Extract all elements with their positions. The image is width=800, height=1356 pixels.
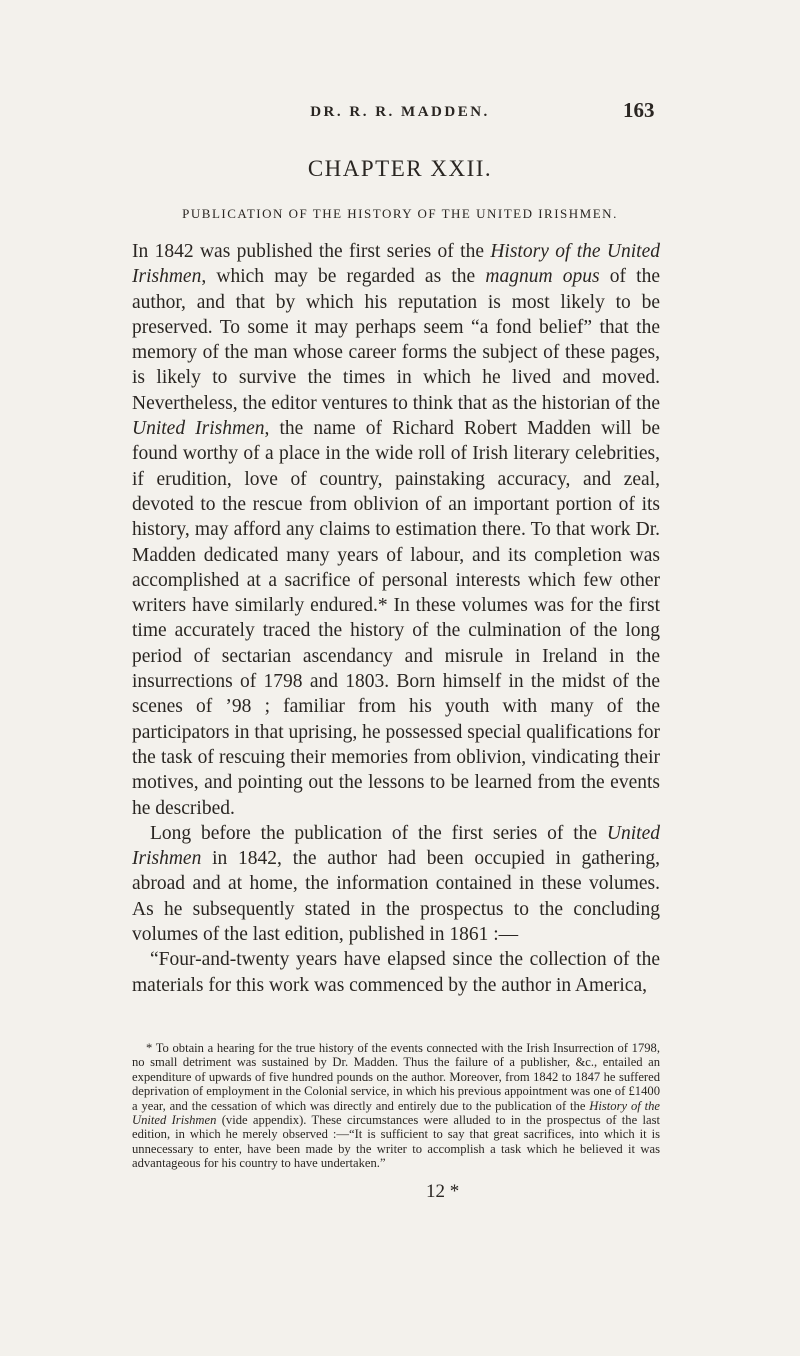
- footnote: [132, 1041, 660, 1171]
- footnote-text: * To obtain a hearing for the true history of the events connected with the Irish Insurrection of 1798, no small detriment was sustained by Dr. Madden. Thus the failure of a publisher, &c., entailed an expenditure of upwards of five hundred pounds on the author. Moreover, from 1842 to 1847 he suffered deprivation of employment in the Colonial service, in which his previous appointment was one of £1400 a year, and the cessation of which was directly and entirely due to the publication of the: [132, 1041, 660, 1113]
- book-title: United Irishmen: [132, 822, 660, 870]
- book-title: United Irishmen: [132, 418, 265, 440]
- book-title: History of the United Irishmen: [132, 241, 660, 288]
- paragraph-text: of the author, and that by which his reputation is most likely to be preserved. To some it may perhaps seem “a fond belief” that the memory of the man whose career forms the subject of these pages, is likely to survive the times in which he lived and moved. Nevertheless, the editor ventures to think that as the historian of the: [132, 266, 660, 414]
- paragraph-1: [132, 239, 660, 821]
- footnote-text: (vide appendix). These circumstances were alluded to in the prospectus of the last edition, in which he merely observed :—“It is sufficient to say that great sacrifices, into which it is unnecessary to enter, have been made by the writer to accomplish a task which he believed it was advantageous for his country to have undertaken.”: [132, 1113, 660, 1171]
- body-text: [132, 239, 660, 998]
- paragraph-3: “Four-and-twenty years have elapsed since the collection of the materials for this work was commenced by the author in America,: [132, 949, 660, 996]
- paragraph-text: In 1842 was published the first series of the: [132, 241, 491, 262]
- paragraph-text: , the name of Richard Robert Madden will be found worthy of a place in the wide roll of Irish literary celebrities, if erudition, love of country, painstaking accuracy, and zeal, devoted to the rescue from oblivion of an important portion of its history, may afford any claims to estimation there. To that work Dr. Madden dedicated many years of labour, and its completion was accomplished at a sacrifice of personal interests which few other writers have similarly endured.* In these volumes was for the first time accurately traced the history of the culmination of the long period of sectarian ascendancy and misrule in Ireland in the insurrections of 1798 and 1803. Born himself in the midst of the scenes of ’98 ; familiar from his youth with many of the participators in that uprising, he possessed special qualifications for the task of rescuing their memories from oblivion, vindicating their motives, and pointing out the lessons to be learned from the events he described.: [132, 418, 660, 819]
- signature-mark: 12 *: [426, 1181, 460, 1202]
- page-number: 163: [623, 98, 655, 122]
- chapter-title: CHAPTER XXII.: [307, 156, 493, 181]
- paragraph-text: Long before the publication of the first series of the: [150, 822, 607, 844]
- italic-phrase: magnum opus: [485, 266, 600, 288]
- paragraph-text: , which may be regarded as the: [201, 266, 486, 288]
- book-title: History of the United Irishmen: [132, 1098, 660, 1128]
- running-head: DR. R. R. MADDEN.: [310, 104, 490, 120]
- paragraph-text: in 1842, the author had been occupied in gathering, abroad and at home, the information contained in these volumes. As he subsequently stated in the prospectus to the concluding volumes of the last edition, published in 1861 :—: [132, 848, 660, 946]
- paragraph-2: [132, 821, 660, 947]
- chapter-subtitle: PUBLICATION OF THE HISTORY OF THE UNITED IRISHMEN.: [182, 206, 618, 221]
